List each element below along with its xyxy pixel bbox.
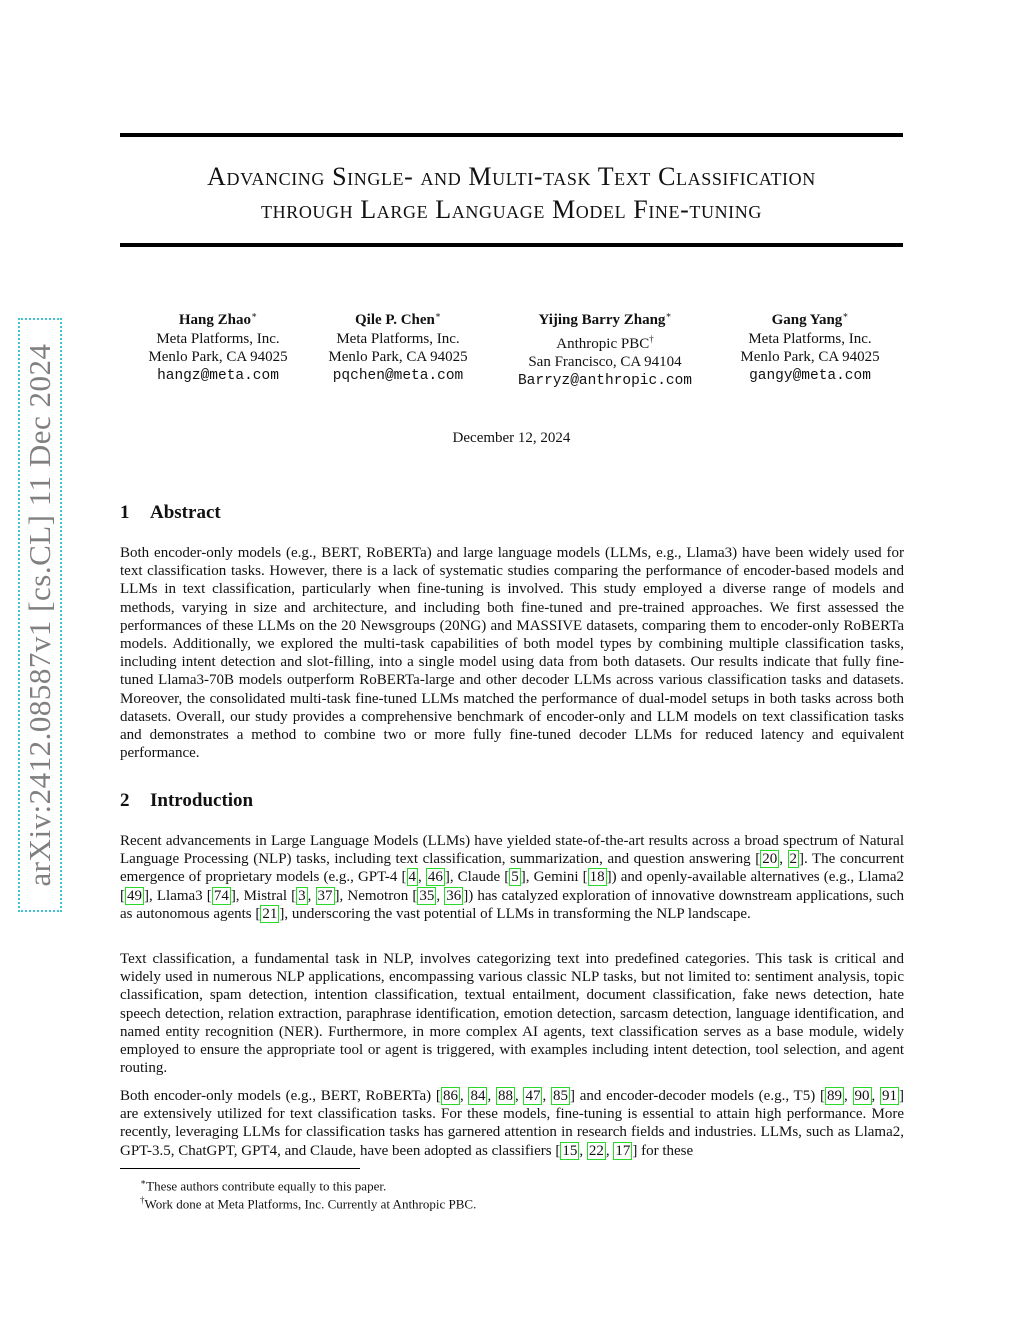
text-run: Recent advancements in Large Language Models (LLMs) have yielded state-of-the-art results across a broad spectrum of Natural Language Processing (NLP) tasks, including text classification, summarization, and question answering [ [120,833,904,868]
author-location: Menlo Park, CA 94025 [148,349,288,365]
footnote-2 [140,1192,476,1212]
text-run: , [779,851,788,868]
citation-link[interactable]: 3 [298,887,306,904]
footnote-text: These authors contribute equally to this paper. [146,1178,387,1194]
author-location: Menlo Park, CA 94025 [740,349,880,365]
author-email[interactable]: gangy@meta.com [749,367,871,384]
text-run: , [579,1142,587,1159]
citation-link[interactable]: 20 [762,851,778,868]
text-run: , [418,869,426,886]
text-run: , [871,1088,881,1104]
equal-contribution-mark: ∗ [250,310,258,320]
citation-link[interactable]: 89 [826,1088,842,1104]
text-run: ], Gemini [ [520,869,588,886]
author-4 [725,306,895,385]
citation-link[interactable]: 36 [446,887,462,904]
text-run: Both encoder-only models (e.g., BERT, RoBERTa) [ [120,1088,441,1104]
author-email[interactable]: pqchen@meta.com [332,367,464,384]
text-run: ], underscoring the vast potential of LLMs in transforming the NLP landscape. [279,905,751,922]
section-number: 2 [120,790,130,811]
citation-link[interactable]: 85 [553,1088,568,1104]
section-title: Abstract [150,502,221,523]
author-affiliation: Meta Platforms, Inc. [336,330,460,347]
section-title: Introduction [150,790,254,811]
text-run: , [487,1088,496,1104]
citation-link[interactable]: 37 [317,887,333,904]
footnote-mark: ∗ [140,1177,147,1187]
author-location: San Francisco, CA 94104 [528,354,682,370]
citation-link[interactable]: 17 [615,1142,631,1159]
author-name: Yijing Barry Zhang [538,312,666,328]
section-heading-abstract [120,502,221,524]
citation-link[interactable]: 90 [854,1088,870,1104]
text-run: ] for these [632,1142,694,1159]
title-top-rule [120,133,903,137]
citation-link[interactable]: 88 [497,1088,513,1104]
text-run: , [514,1088,524,1104]
citation-link[interactable]: 47 [525,1088,541,1104]
paper-title [120,160,903,226]
intro-paragraph-1 [120,832,904,923]
arxiv-identifier-stamp[interactable] [18,318,62,912]
text-run: , [843,1088,853,1104]
equal-contribution-mark: ∗ [842,310,849,320]
citation-link[interactable]: 18 [589,869,605,886]
author-block [120,306,903,389]
citation-link[interactable]: 2 [789,851,797,868]
intro-paragraph-3 [120,1087,904,1160]
publication-date: December 12, 2024 [452,430,571,446]
text-run: ] and encoder-decoder models (e.g., T5) [ [570,1088,825,1104]
footnote-mark: † [140,1195,145,1205]
footnote-text: Work done at Meta Platforms, Inc. Currently at Anthropic PBC. [144,1196,477,1212]
footnote-separator [120,1168,360,1169]
text-run: ], Mistral [ [230,887,297,904]
arxiv-identifier[interactable]: arXiv:2412.08587v1 [cs.CL] 11 Dec 2024 [22,343,57,887]
citation-link[interactable]: 4 [408,869,416,886]
citation-link[interactable]: 15 [562,1142,578,1159]
citation-link[interactable]: 21 [262,905,278,922]
text-run: ]) has catalyzed exploration of innovative downstream applications, such as autonomous agents [ [120,887,905,922]
author-affiliation: Anthropic PBC [556,335,650,352]
citation-link[interactable]: 49 [127,887,142,904]
text-run: ]. The concurrent emergence of proprietary models (e.g., GPT-4 [ [120,851,905,886]
author-affiliation: Meta Platforms, Inc. [748,330,872,347]
equal-contribution-mark: ∗ [665,310,672,320]
author-name: Qile P. Chen [355,312,435,328]
citation-link[interactable]: 86 [442,1088,458,1104]
citation-link[interactable]: 46 [427,869,443,886]
abstract-paragraph: Both encoder-only models (e.g., BERT, RoBERTa) and large language models (LLMs, e.g., Llama3) have been widely used for text classification tasks. However, there is a lack of systematic studies comparing the performance of encoder-based models and LLMs in text classification, particularly when fine-tuning is involved. This study employed a diverse range of models and methods, varying in size and architecture, and including both fine-tuned and pre-trained approaches. We first assessed the performances of these LLMs on the 20 Newsgroups (20NG) and MASSIVE datasets, comparing them to encoder-only RoBERTa models. Additionally, we explored the multi-task capabilities of both model types by combining multiple classification tasks, including intent detection and slot-filling, into a single model using data from both datasets. Our results indicate that fully fine-tuned Llama3-70B models outperform RoBERTa-large and other decoder LLMs across various classification tasks and datasets. Moreover, the consolidated multi-task fine-tuned LLMs matched the performance of dual-model setups in both tasks across both datasets. Overall, our study provides a comprehensive benchmark of encoder-only and LLM models on text classification tasks and demonstrates a method to combine two or more fully fine-tuned decoder LLMs for reduced latency and equivalent performance. [120,545,904,762]
intro-paragraph-2: Text classification, a fundamental task in NLP, involves categorizing text into predefined categories. This task is critical and widely used in numerous NLP applications, encompassing various classic NLP tasks, but not limited to: sentiment analysis, topic classification, spam detection, intention classification, textual entailment, document classification, fake news detection, hate speech detection, relation extraction, paraphrase identification, emotion detection, sarcasm detection, language identification, and named entity recognition (NER). Furthermore, in more complex AI agents, text classification serves as a base module, widely employed to ensure the appropriate tool or agent is triggered, with examples including intent detection, tool selection, and agent routing. [120,951,904,1077]
text-run: ] are extensively utilized for text classification tasks. For these models, fine-tuning is essential to attain high performance. More recently, leveraging LLMs for classification tasks has garnered attention in research fields and industries. LLMs, such as Llama2, GPT-3.5, ChatGPT, GPT4, and Claude, have been adopted as classifiers [ [120,1088,905,1159]
citation-link[interactable]: 74 [213,887,229,904]
title-line-1: Advancing Single- and Multi-task Text Classification [207,162,816,191]
text-run: ], Llama3 [ [144,887,212,904]
citation-link[interactable]: 22 [588,1142,604,1159]
author-email[interactable]: hangz@meta.com [157,367,279,384]
text-run: , [307,887,316,904]
author-2 [318,306,478,385]
author-name: Hang Zhao [178,312,251,328]
text-run: ], Claude [ [444,869,510,886]
author-email[interactable]: Barryz@anthropic.com [517,372,693,389]
citation-link[interactable]: 91 [882,1088,898,1104]
affiliation-footnote-mark[interactable]: † [649,333,654,344]
text-run: ], Nemotron [ [334,887,418,904]
author-3 [500,306,710,390]
citation-link[interactable]: 5 [511,869,519,886]
text-run: , [459,1088,469,1104]
text-run: , [542,1088,551,1104]
author-location: Menlo Park, CA 94025 [328,349,468,365]
text-run: , [436,887,445,904]
text-run: , [605,1142,614,1159]
author-1 [138,306,298,385]
text-run: ]) and openly-available alternatives (e.g., Llama2 [ [120,869,905,904]
section-heading-introduction [120,790,253,812]
title-line-2: through Large Language Model Fine-tuning [261,195,762,224]
author-affiliation: Meta Platforms, Inc. [156,330,280,347]
author-name: Gang Yang [771,312,843,328]
citation-link[interactable]: 84 [470,1088,486,1104]
section-number: 1 [120,502,130,523]
equal-contribution-mark: ∗ [434,310,441,320]
title-bottom-rule [120,243,903,247]
citation-link[interactable]: 35 [419,887,435,904]
